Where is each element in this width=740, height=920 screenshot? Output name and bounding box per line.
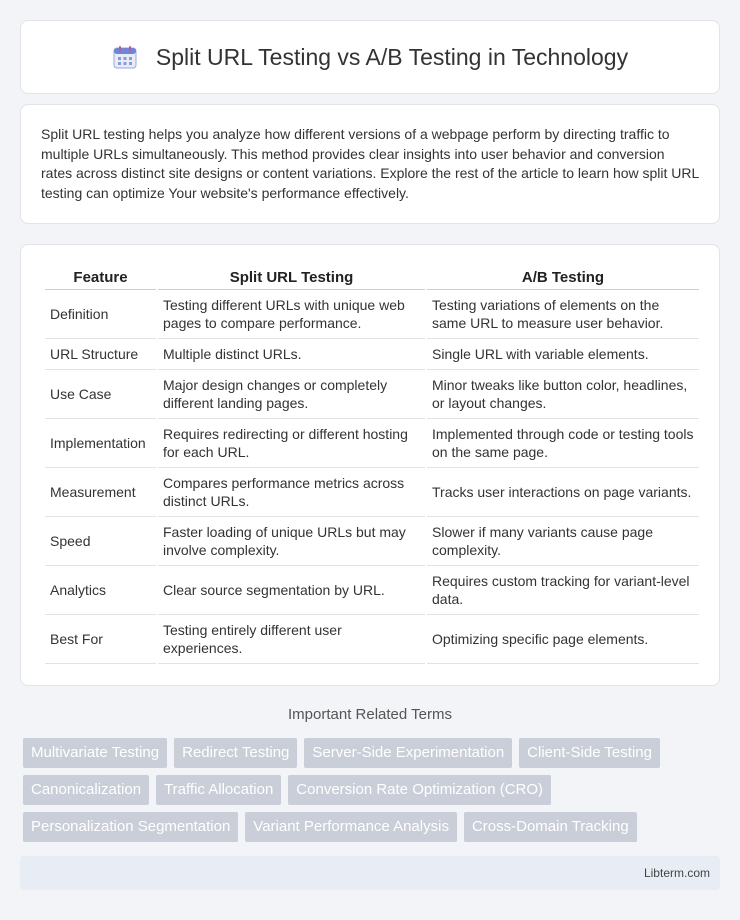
split-url-cell: Compares performance metrics across distinct URLs. — [158, 468, 425, 517]
split-url-cell: Multiple distinct URLs. — [158, 339, 425, 370]
comparison-table — [43, 265, 701, 664]
split-url-cell: Clear source segmentation by URL. — [158, 566, 425, 615]
ab-testing-cell: Implemented through code or testing tools on the same page. — [427, 419, 699, 468]
related-terms-heading: Important Related Terms — [288, 706, 452, 723]
related-term-tag[interactable]: Multivariate Testing — [23, 738, 167, 768]
feature-cell: Speed — [45, 517, 156, 566]
feature-cell: Analytics — [45, 566, 156, 615]
ab-testing-cell: Tracks user interactions on page variants. — [427, 468, 699, 517]
ab-testing-cell: Slower if many variants cause page complexity. — [427, 517, 699, 566]
intro-card — [20, 104, 720, 224]
table-row — [45, 370, 699, 419]
feature-cell: Use Case — [45, 370, 156, 419]
related-term-tag[interactable]: Traffic Allocation — [156, 775, 281, 805]
footer-bar — [20, 856, 720, 890]
header-ab-testing: A/B Testing — [427, 265, 699, 290]
calendar-icon — [112, 44, 138, 70]
table-row — [45, 566, 699, 615]
related-term-tag[interactable]: Variant Performance Analysis — [245, 812, 457, 842]
table-row — [45, 339, 699, 370]
page-title: Split URL Testing vs A/B Testing in Technology — [155, 43, 629, 70]
feature-cell: Measurement — [45, 468, 156, 517]
related-term-tag[interactable]: Server-Side Experimentation — [304, 738, 512, 768]
header-feature: Feature — [45, 265, 156, 290]
table-row — [45, 419, 699, 468]
related-term-tag[interactable]: Redirect Testing — [174, 738, 297, 768]
table-header-row — [45, 265, 699, 290]
related-terms-list — [23, 738, 723, 842]
header-card — [20, 20, 720, 94]
related-term-tag[interactable]: Canonicalization — [23, 775, 149, 805]
feature-cell: Best For — [45, 615, 156, 664]
split-url-cell: Testing entirely different user experiences. — [158, 615, 425, 664]
related-term-tag[interactable]: Conversion Rate Optimization (CRO) — [288, 775, 551, 805]
ab-testing-cell: Single URL with variable elements. — [427, 339, 699, 370]
comparison-table-card — [20, 244, 720, 686]
related-term-tag[interactable]: Personalization Segmentation — [23, 812, 238, 842]
table-row — [45, 290, 699, 339]
table-row — [45, 615, 699, 664]
ab-testing-cell: Optimizing specific page elements. — [427, 615, 699, 664]
split-url-cell: Testing different URLs with unique web pages to compare performance. — [158, 290, 425, 339]
ab-testing-cell: Requires custom tracking for variant-level data. — [427, 566, 699, 615]
related-term-tag[interactable]: Cross-Domain Tracking — [464, 812, 637, 842]
feature-cell: Definition — [45, 290, 156, 339]
table-row — [45, 468, 699, 517]
split-url-cell: Major design changes or completely different landing pages. — [158, 370, 425, 419]
table-row — [45, 517, 699, 566]
split-url-cell: Requires redirecting or different hosting for each URL. — [158, 419, 425, 468]
footer-site-link[interactable]: Libterm.com — [643, 866, 710, 880]
feature-cell: URL Structure — [45, 339, 156, 370]
ab-testing-cell: Minor tweaks like button color, headlines, or layout changes. — [427, 370, 699, 419]
ab-testing-cell: Testing variations of elements on the same URL to measure user behavior. — [427, 290, 699, 339]
related-term-tag[interactable]: Client-Side Testing — [519, 738, 660, 768]
split-url-cell: Faster loading of unique URLs but may involve complexity. — [158, 517, 425, 566]
intro-text: Split URL testing helps you analyze how different versions of a webpage perform by directing traffic to multiple URLs simultaneously. This method provides clear insights into user behavior and conversion rates across distinct site designs or content variations. Explore the rest of the article to learn how split URL testing can optimize Your website's performance effectively. — [41, 126, 699, 201]
feature-cell: Implementation — [45, 419, 156, 468]
header-split-url: Split URL Testing — [158, 265, 425, 290]
